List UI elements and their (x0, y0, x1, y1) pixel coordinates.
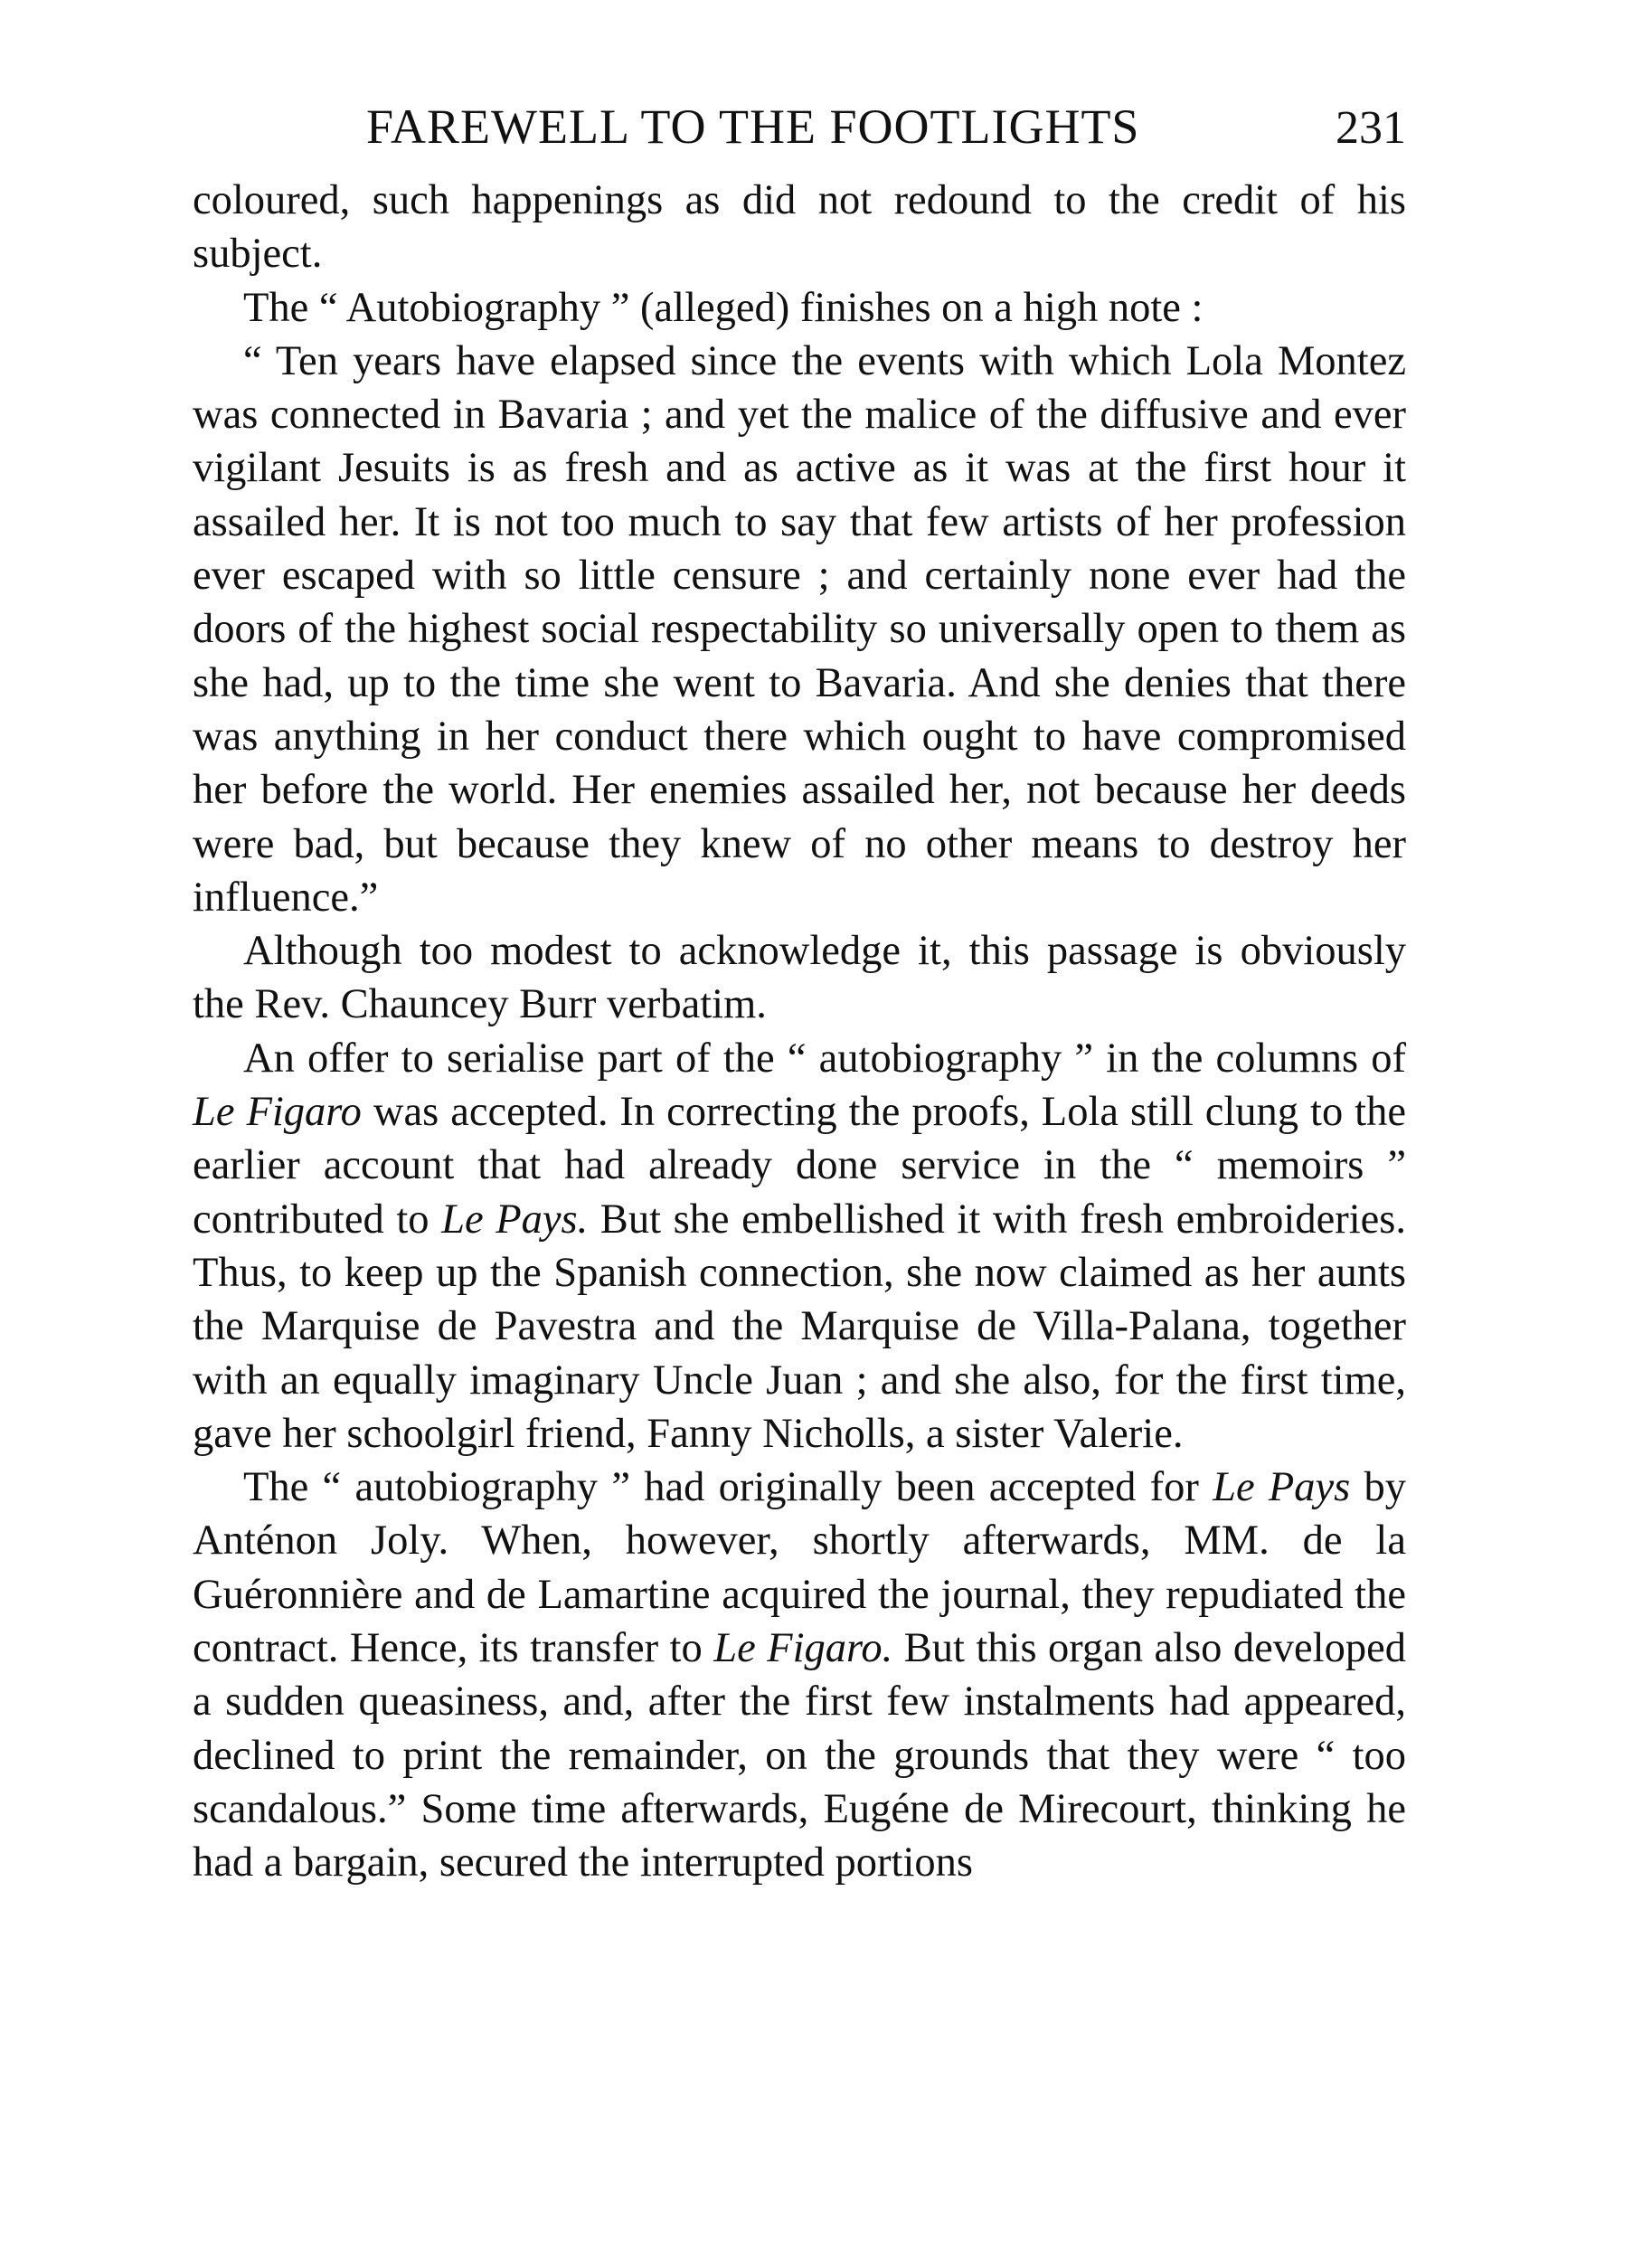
newspaper-title: Le Pays. (441, 1196, 589, 1243)
newspaper-title: Le Pays (1213, 1464, 1351, 1511)
quoted-paragraph (193, 335, 1406, 924)
body-text (193, 174, 1406, 1890)
paragraph (193, 1032, 1406, 1461)
newspaper-title: Le Figaro (193, 1089, 362, 1136)
page-number: 231 (1336, 102, 1406, 154)
book-page (193, 99, 1406, 1890)
text-run: An offer to serialise part of the “ autobiography ” in the columns of (243, 1035, 1406, 1082)
text-run: The “ autobiography ” had originally been accepted for (243, 1464, 1213, 1511)
newspaper-title: Le Figaro. (713, 1625, 893, 1672)
text-run: coloured, such happenings as did not redound to the credit of his subject. (193, 177, 1406, 278)
paragraph (193, 1461, 1406, 1889)
running-head: FAREWELL TO THE FOOTLIGHTS (366, 99, 1140, 154)
text-run: The “ Autobiography ” (alleged) finishes on a high note : (243, 284, 1204, 331)
paragraph (193, 924, 1406, 1032)
text-run: “ Ten years have elapsed since the events with which Lola Montez was connected in Bavaria ; and yet the malice of the diffusive and ever vigilant Jesuits is as fresh and as active as it was at the first hour it assailed her. It is not too much to say that few artists of her profession ever escaped with so little censure ; and certainly none ever had the doors of the highest social respectability so universally open to them as she had, up to the time she went to Bavaria. And she denies that there was anything in her conduct there which ought to have compromised her before the world. Her enemies assailed her, not because her deeds were bad, but because they knew of no other means to destroy her influence.” (193, 337, 1406, 921)
text-run: But she embellished it with fresh embroideries. Thus, to keep up the Spanish connection, she now claimed as her aunts the Marquise de Pavestra and the Marquise de Villa-Palana, together with an equally imaginary Uncle Juan ; and she also, for the first time, gave her schoolgirl friend, Fanny Nicholls, a sister Valerie. (193, 1196, 1406, 1457)
text-run: But this organ also developed a sudden queasiness, and, after the first few instalments had appeared, declined to print the remainder, on the grounds that they were “ too scandalous.” Some time afterwards, Eugéne de Mirecourt, thinking he had a bargain, secured the interrupted portions (193, 1625, 1406, 1886)
text-run: Although too modest to acknowledge it, this passage is obviously the Rev. Chauncey Burr verbatim. (193, 928, 1406, 1028)
paragraph-continuation (193, 174, 1406, 281)
text-run: was accepted. In correcting the proofs, Lola still clung to the earlier account that had already done service in the “ memoirs ” contributed to (193, 1089, 1406, 1243)
text-run: by Anténon Joly. When, however, shortly afterwards, MM. de la Guéronnière and de Lamartine acquired the journal, they repudiated the contract. Hence, its transfer to (193, 1464, 1406, 1672)
page-header (193, 99, 1406, 156)
paragraph (193, 281, 1406, 335)
